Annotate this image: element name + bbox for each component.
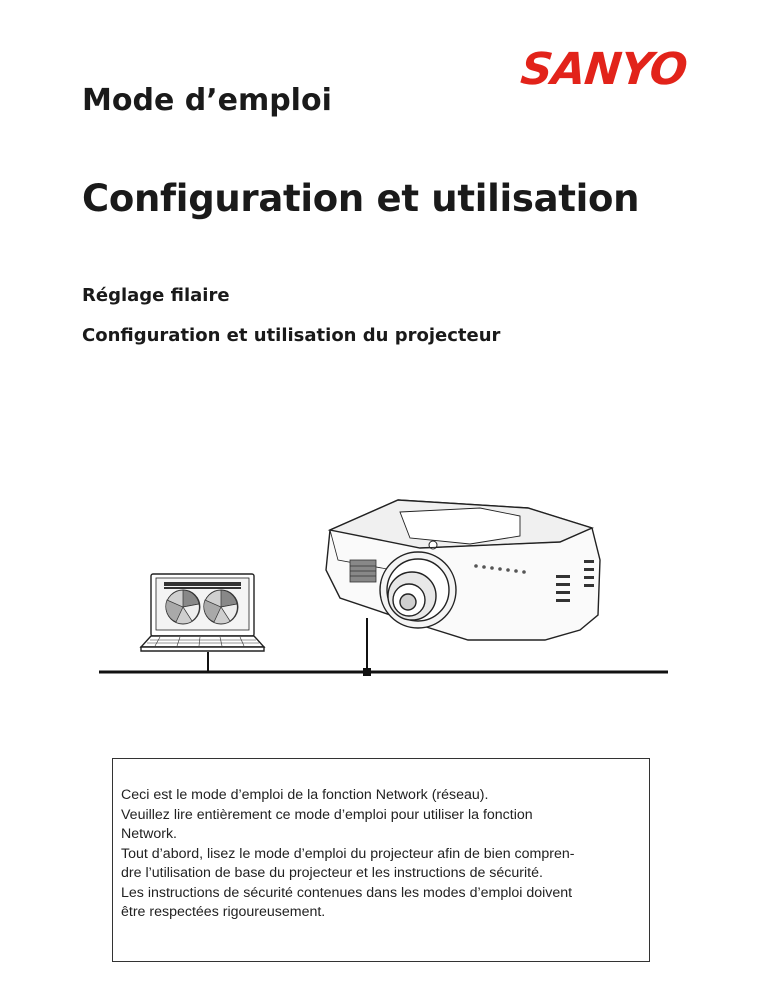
subtitle-projector-setup: Configuration et utilisation du projecteur	[82, 325, 501, 346]
notice-line: Ceci est le mode d’emploi de la fonction Network (réseau).	[121, 787, 489, 803]
notice-line: Tout d’abord, lisez le mode d’emploi du projecteur afin de bien compren-	[121, 845, 575, 862]
notice-line: Veuillez lire entièrement ce mode d’emploi pour utiliser la fonction	[121, 806, 533, 823]
laptop-icon	[141, 574, 264, 651]
notice-line: Les instructions de sécurité contenues dans les modes d’emploi doivent	[121, 884, 573, 901]
notice-box	[112, 758, 650, 962]
notice-line: dre l’utilisation de base du projecteur et les instructions de sécurité.	[121, 865, 543, 881]
sanyo-logo: SANYO	[518, 44, 689, 95]
document-type-heading: Mode d’emploi	[82, 83, 332, 118]
notice-line: être respectées rigoureusement.	[121, 904, 326, 920]
subtitle-wired-setup: Réglage filaire	[82, 285, 230, 306]
page-title: Configuration et utilisation	[82, 177, 640, 220]
network-illustration	[0, 480, 768, 690]
notice-line: Network.	[121, 826, 177, 842]
